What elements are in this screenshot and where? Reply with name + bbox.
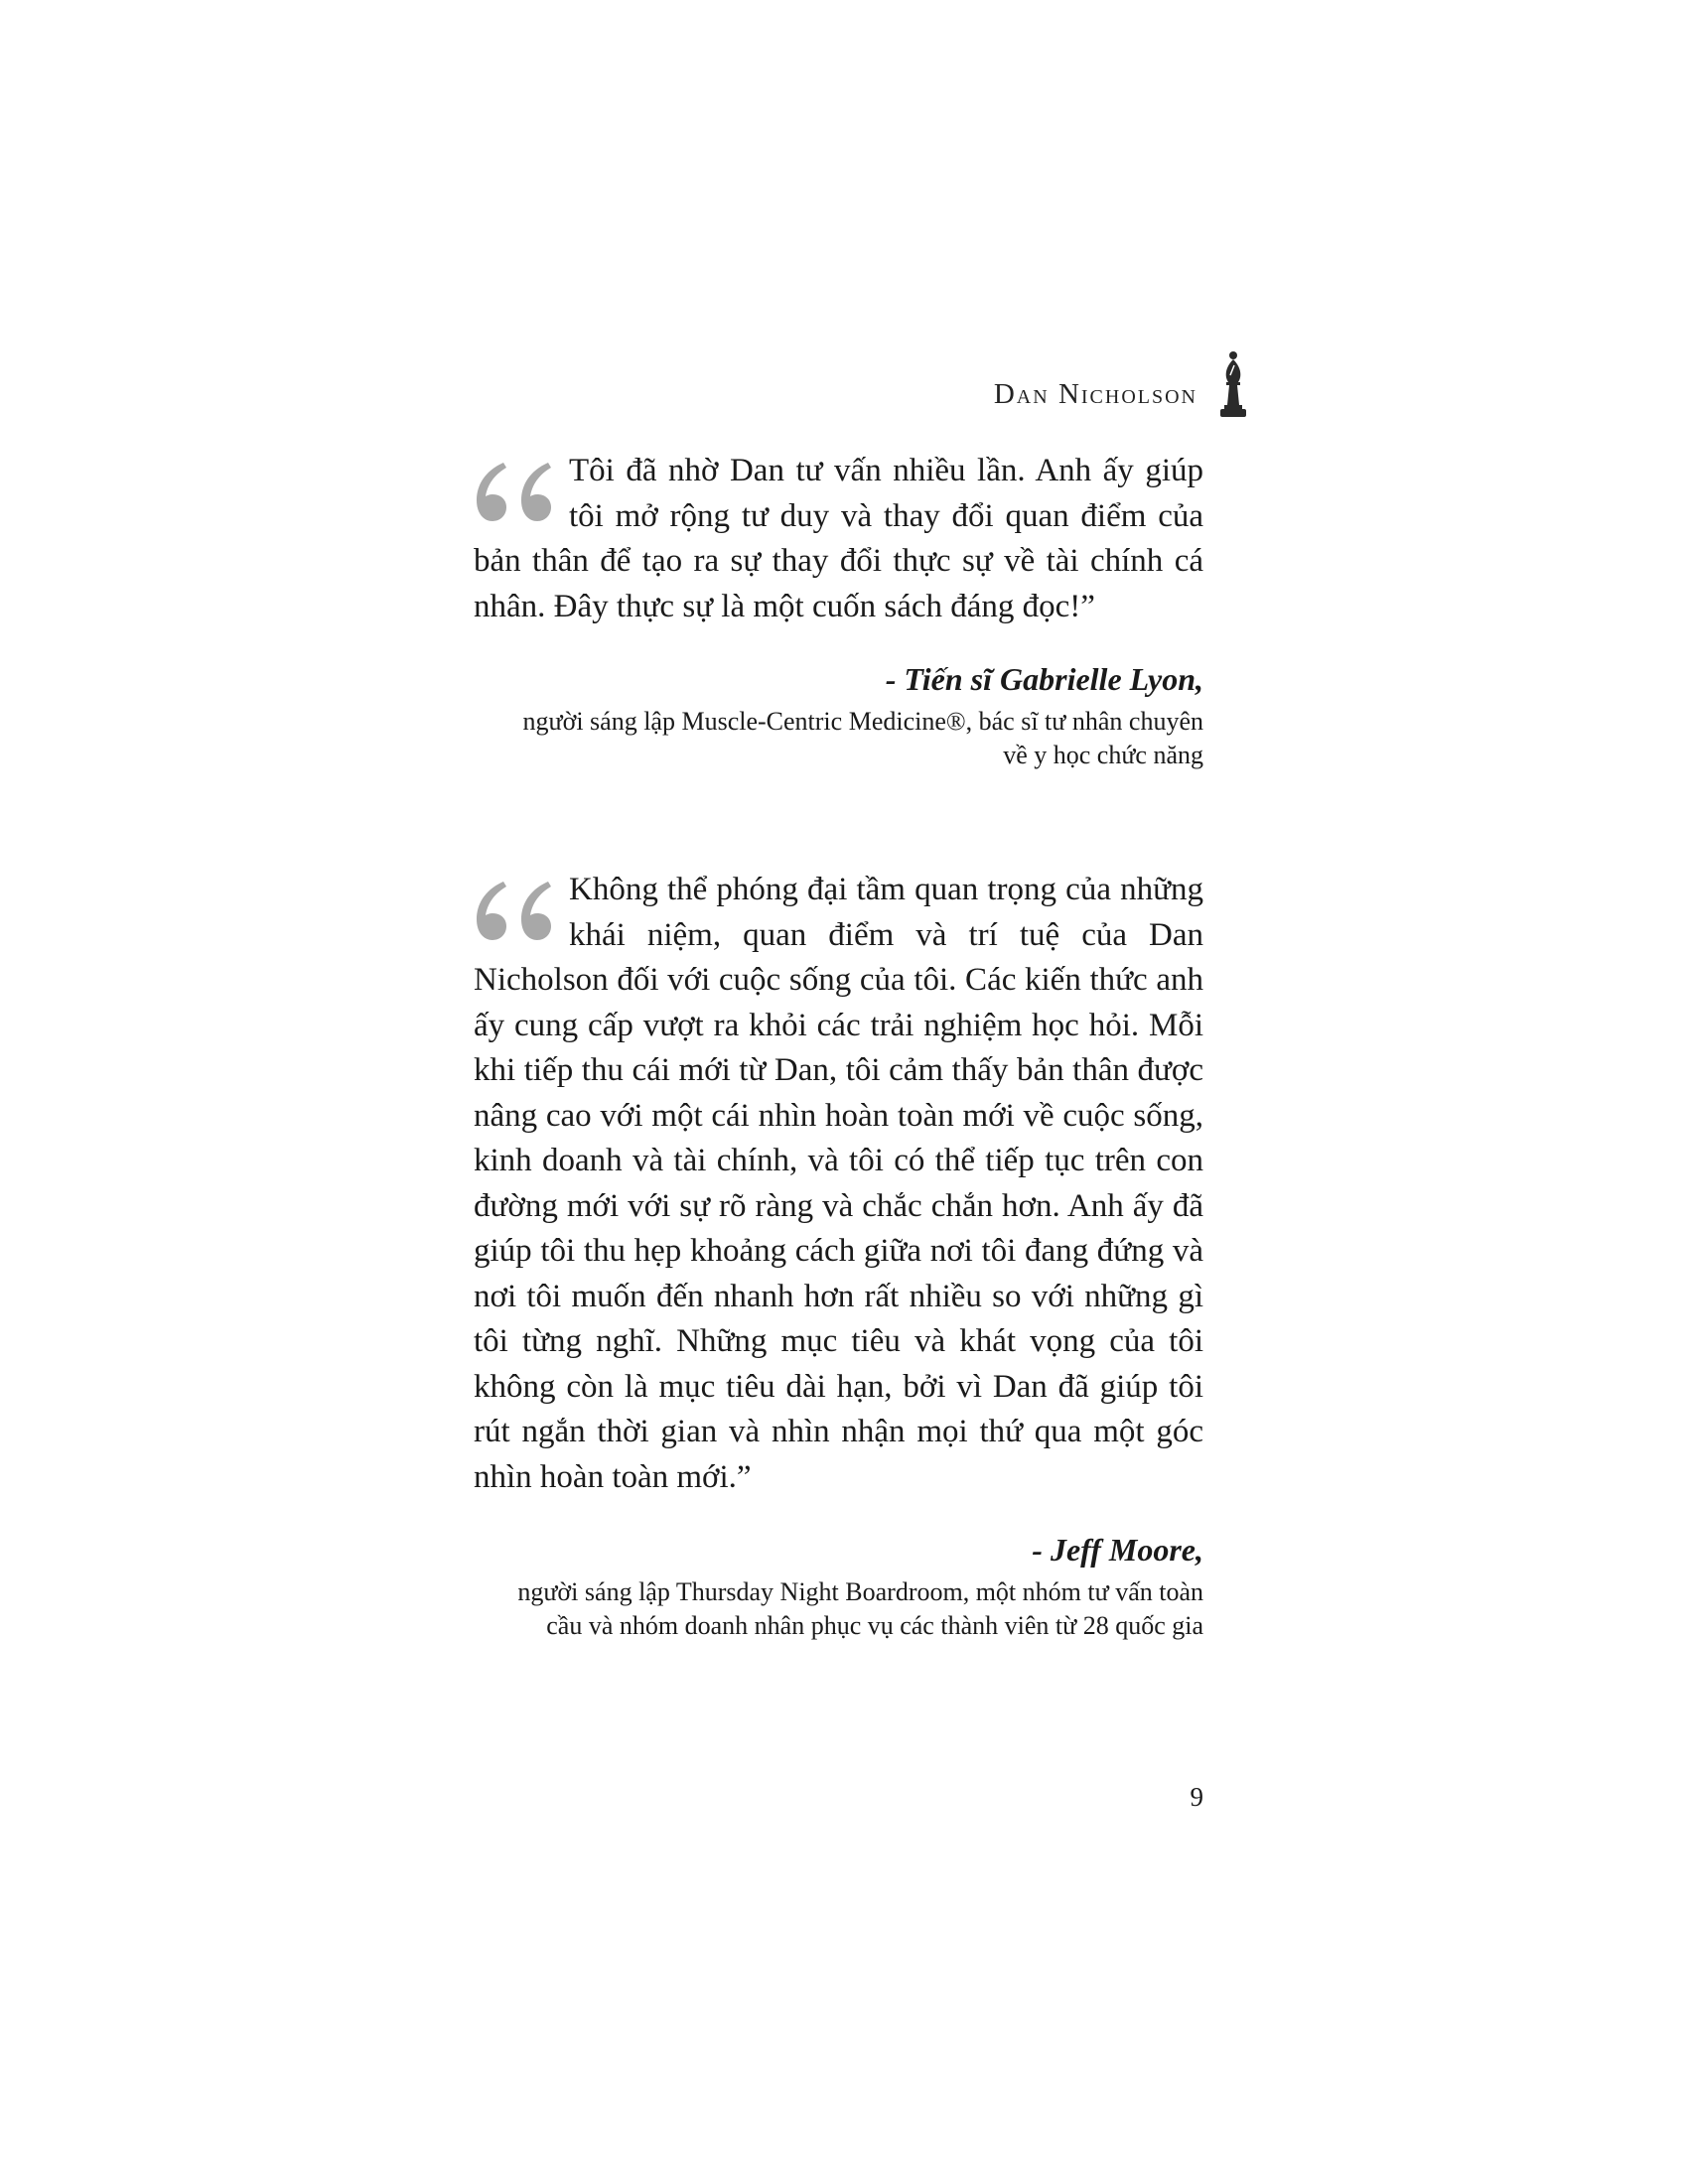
quote-mark-icon — [474, 878, 555, 943]
quote-mark-icon — [474, 459, 555, 524]
testimonial-2 — [474, 868, 1203, 1643]
page-number: 9 — [1190, 1782, 1203, 1812]
testimonial-1 — [474, 449, 1203, 772]
quote-text: Không thể phóng đại tầm quan trọng của những khái niệm, quan điểm và trí tuệ của Dan Nicholson đối với cuộc sống của tôi. Các kiến thức anh ấy cung cấp vượt ra khỏi các trải nghiệm học hỏi. Mỗi khi tiếp thu cái mới từ Dan, tôi cảm thấy bản thân được nâng cao với một cái nhìn hoàn toàn mới về cuộc sống, kinh doanh và tài chính, và tôi có thể tiếp tục trên con đường mới với sự rõ ràng và chắc chắn hơn. Anh ấy đã giúp tôi thu hẹp khoảng cách giữa nơi tôi đang đứng và nơi tôi muốn đến nhanh hơn rất nhiều so với những gì tôi từng nghĩ. Những mục tiêu và khát vọng của tôi không còn là mục tiêu dài hạn, bởi vì Dan đã giúp tôi rút ngắn thời gian và nhìn nhận mọi thứ qua một góc nhìn hoàn toàn mới.” — [474, 872, 1203, 1495]
author-attribution: - Tiến sĩ Gabrielle Lyon, — [885, 661, 1203, 697]
author-attribution: - Jeff Moore, — [1032, 1532, 1203, 1568]
author-role: người sáng lập Muscle-Centric Medicine®, bác sĩ tư nhân chuyên về y học chức năng — [522, 707, 1203, 769]
author-name: Dan Nicholson — [993, 378, 1197, 410]
attribution — [474, 1530, 1203, 1643]
quote-text: Tôi đã nhờ Dan tư vấn nhiều lần. Anh ấy giúp tôi mở rộng tư duy và thay đổi quan điểm của bản thân để tạo ra sự thay đổi thực sự về tài chính cá nhân. Đây thực sự là một cuốn sách đáng đọc!” — [474, 453, 1203, 624]
chess-bishop-icon — [1215, 349, 1251, 419]
attribution — [474, 659, 1203, 772]
author-role: người sáng lập Thursday Night Boardroom, một nhóm tư vấn toàn cầu và nhóm doanh nhân phục vụ các thành viên từ 28 quốc gia — [517, 1577, 1203, 1640]
running-head — [794, 349, 1251, 419]
